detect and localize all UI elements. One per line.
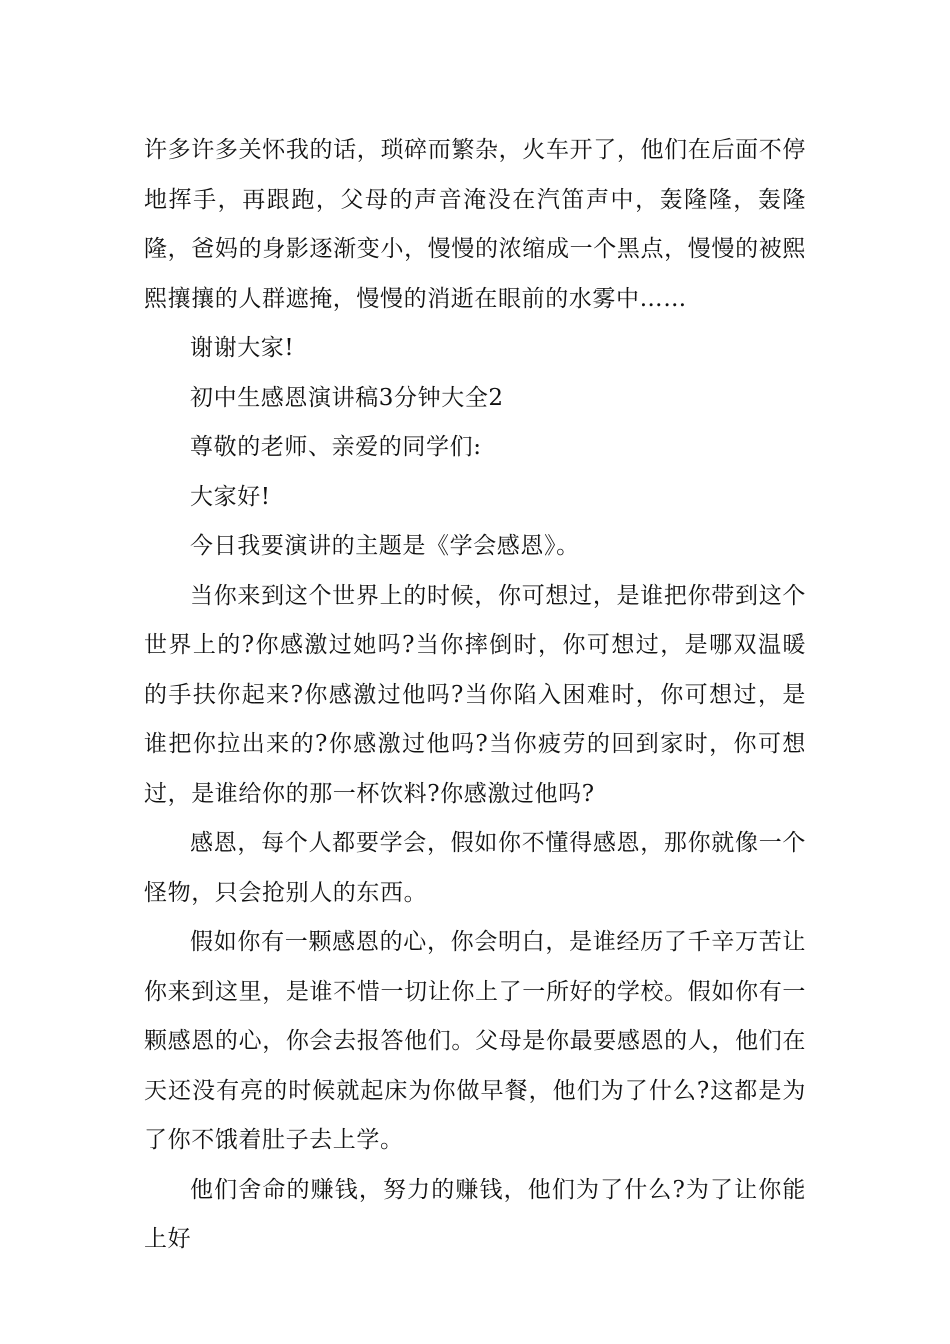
- paragraph-greeting: 大家好!: [190, 483, 271, 510]
- paragraph-body: 当你来到这个世界上的时候，你可想过，是谁把你带到这个世界上的?你感激过她吗?当你摔倒时，你可想过，是哪双温暖的手扶你起来?你感激过他吗?当你陷入困难时，你可想过，是谁把你拉出来的?你感激过他吗?当你疲劳的回到家时，你可想过，是谁给你的那一杯饮料?你感激过他吗?: [144, 582, 806, 807]
- paragraph-body: 他们舍命的赚钱，努力的赚钱，他们为了什么?为了让你能上好: [144, 1176, 806, 1252]
- paragraph-continued: 许多许多关怀我的话，琐碎而繁杂，火车开了，他们在后面不停地挥手，再跟跑，父母的声音淹没在汽笛声中，轰隆隆，轰隆隆，爸妈的身影逐渐变小，慢慢的浓缩成一个黑点，慢慢的被熙熙攘攘的人群遮掩，慢慢的消逝在眼前的水雾中……: [144, 137, 806, 312]
- paragraph-body: 假如你有一颗感恩的心，你会明白，是谁经历了千辛万苦让你来到这里，是谁不惜一切让你上了一所好的学校。假如你有一颗感恩的心，你会去报答他们。父母是你最要感恩的人，他们在天还没有亮的时候就起床为你做早餐，他们为了什么?这都是为了你不饿着肚子去上学。: [144, 929, 806, 1153]
- section-heading: 初中生感恩演讲稿3分钟大全2: [190, 384, 504, 411]
- paragraph-thanks: 谢谢大家!: [190, 335, 295, 361]
- paragraph-salutation: 尊敬的老师、亲爱的同学们:: [190, 434, 482, 460]
- document-body: [144, 126, 806, 1265]
- paragraph-topic: 今日我要演讲的主题是《学会感恩》。: [190, 533, 580, 559]
- paragraph-body: 感恩，每个人都要学会，假如你不懂得感恩，那你就像一个怪物，只会抢别人的东西。: [144, 830, 806, 906]
